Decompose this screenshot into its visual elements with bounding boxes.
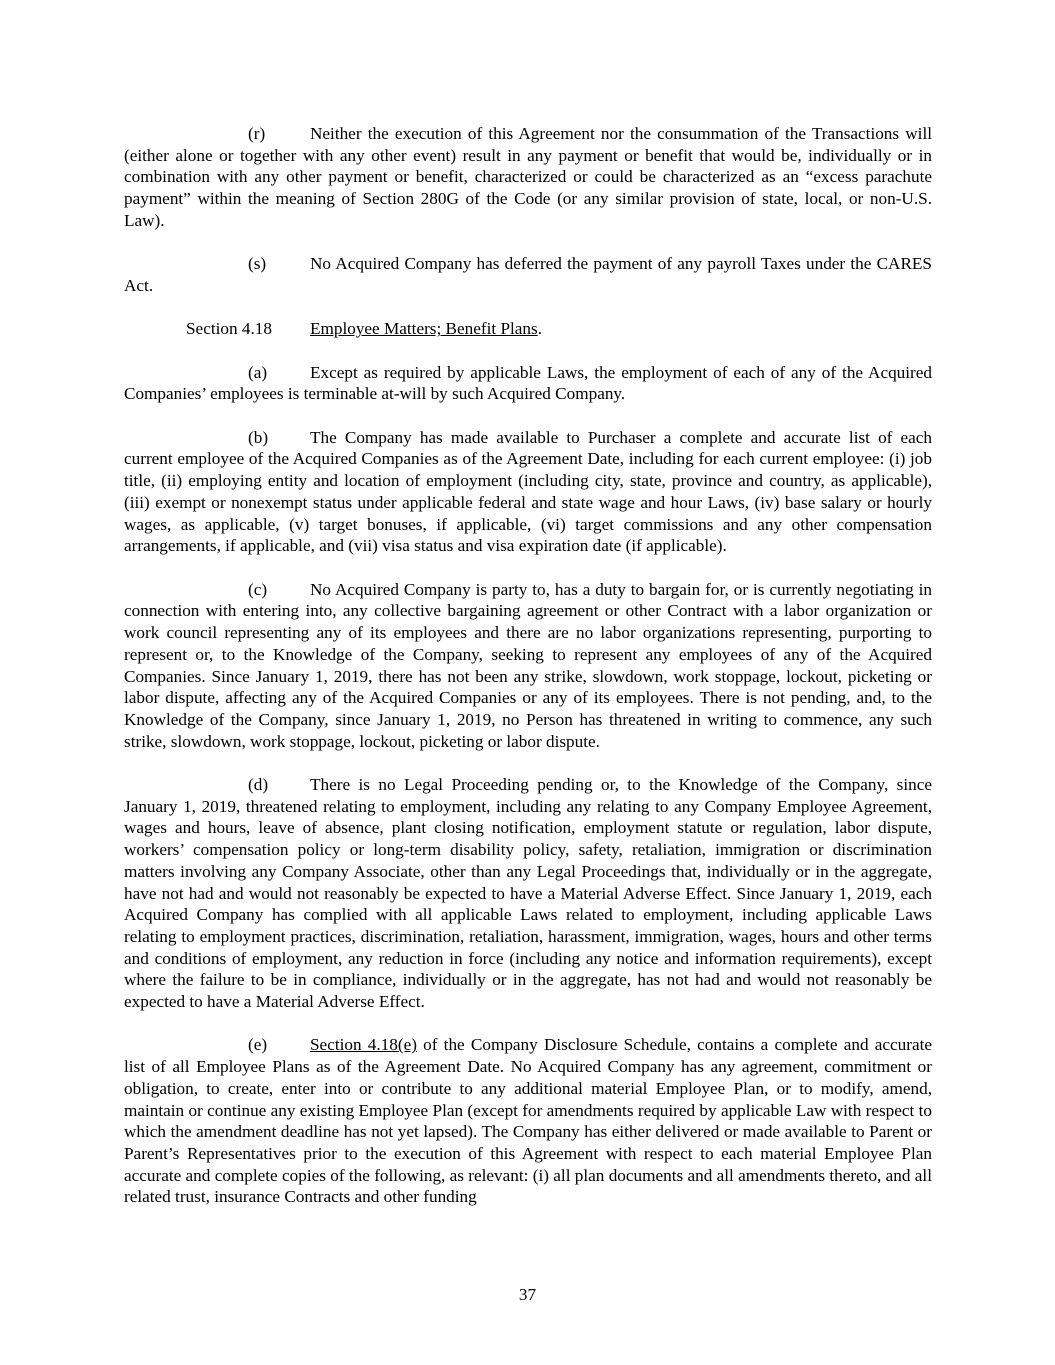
paragraph-label: (s) (248, 254, 267, 274)
paragraph-text: Except as required by applicable Laws, the employment of each of any of the Acquired Companies’ employees is terminable at-will by such Acquired Company. (124, 362, 932, 404)
paragraph-text: No Acquired Company is party to, has a duty to bargain for, or is currently negotiating in connection with entering into, any collective bargaining agreement or other Contract with a labor organization or work council representing any of its employees and there are no labor organizations representing, purporting to represent or, to the Knowledge of the Company, seeking to represent any employees of any of the Acquired Companies. Since January 1, 2019, there has not been any strike, slowdown, work stoppage, lockout, picketing or labor dispute, affecting any of the Acquired Companies or any of its employees. There is not pending, and, to the Knowledge of the Company, since January 1, 2019, no Person has threatened in writing to commence, any such strike, slowdown, work stoppage, lockout, picketing or labor dispute. (124, 579, 932, 751)
paragraph-text: of the Company Disclosure Schedule, contains a complete and accurate list of all Employee Plans as of the Agreement Date. No Acquired Company has any agreement, commitment or obligation, to create, enter into or contribute to any additional material Employee Plan, or to modify, amend, maintain or continue any existing Employee Plan (except for amendments required by applicable Law with respect to which the amendment deadline has not yet lapsed). The Company has either delivered or made available to Parent or Parent’s Representatives prior to the execution of this Agreement with respect to each material Employee Plan accurate and complete copies of the following, as relevant: (i) all plan documents and all amendments thereto, and all related trust, insurance Contracts and other funding (124, 1035, 932, 1207)
paragraph-a (124, 362, 932, 405)
paragraph-text: No Acquired Company has deferred the payment of any payroll Taxes under the CARES Act. (124, 254, 932, 295)
section-reference: Section 4.18(e) (310, 1035, 417, 1055)
section-heading (124, 318, 932, 340)
paragraph-label: (d) (248, 775, 269, 794)
section-number: Section 4.18 (186, 319, 272, 339)
document-page (124, 123, 932, 1230)
paragraph-label: (r) (248, 124, 266, 143)
paragraph-c (124, 579, 932, 753)
paragraph-b (124, 427, 932, 557)
paragraph-text: The Company has made available to Purchaser a complete and accurate list of each current employee of the Acquired Companies as of the Agreement Date, including for each current employee: (i) job title, (ii) employing entity and location of employment (including city, state, province and country, as applicable), (iii) exempt or nonexempt status under applicable federal and state wage and hour Laws, (iv) base salary or hourly wages, as applicable, (v) target bonuses, if applicable, (vi) target commissions and any other compensation arrangements, if applicable, and (vii) visa status and visa expiration date (if applicable). (124, 427, 932, 556)
paragraph-r (124, 123, 932, 232)
paragraph-label: (e) (248, 1035, 268, 1055)
section-title-suffix: . (537, 319, 542, 339)
page-number: 37 (518, 1285, 537, 1304)
paragraph-label: (b) (248, 427, 269, 447)
paragraph-text: Neither the execution of this Agreement nor the consummation of the Transactions will (either alone or together with any other event) result in any payment or benefit that would be, individually or in combination with any other payment or benefit, characterized or could be characterized as an “excess parachute payment” within the meaning of Section 280G of the Code (or any similar provision of state, local, or non-U.S. Law). (124, 124, 932, 230)
paragraph-d (124, 774, 932, 1013)
section-title: Employee Matters; Benefit Plans (310, 319, 538, 339)
paragraph-text: There is no Legal Proceeding pending or, to the Knowledge of the Company, since January 1, 2019, threatened relating to employment, including any relating to any Company Employee Agreement, wages and hours, leave of absence, plant closing notification, employment statute or regulation, labor dispute, workers’ compensation policy or long-term disability policy, safety, retaliation, immigration or discrimination matters involving any Company Associate, other than any Legal Proceedings that, individually or in the aggregate, have not had and would not reasonably be expected to have a Material Adverse Effect. Since January 1, 2019, each Acquired Company has complied with all applicable Laws related to employment, including applicable Laws relating to employment practices, discrimination, retaliation, harassment, immigration, wages, hours and other terms and conditions of employment, any reduction in force (including any notice and information requirements), except where the failure to be in compliance, individually or in the aggregate, has not had and would not reasonably be expected to have a Material Adverse Effect. (124, 775, 932, 1012)
paragraph-e (124, 1034, 932, 1208)
paragraph-s (124, 253, 932, 296)
paragraph-label: (a) (248, 362, 268, 382)
paragraph-label: (c) (248, 579, 268, 599)
